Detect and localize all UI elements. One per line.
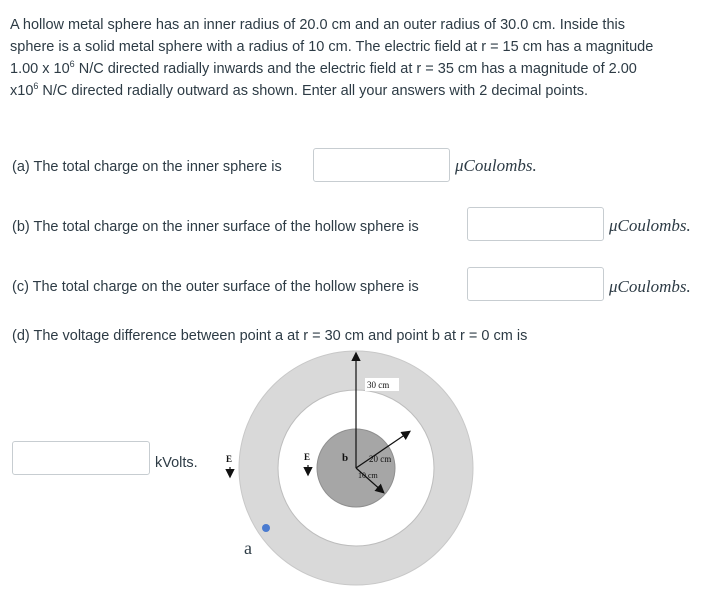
problem-line-2: sphere is a solid metal sphere with a radius of 10 cm. The electric field at r = 15 cm has a magnitude (10, 39, 654, 55)
exponent: 6 (69, 59, 75, 70)
point-a-marker (262, 524, 270, 532)
field-e-outer-label: E (226, 454, 233, 464)
question-d-unit: kVolts. (155, 455, 198, 471)
field-e-inner-label: E (304, 452, 311, 462)
point-b-label: b (342, 452, 349, 464)
problem-line-3: 1.00 x $10^6$ N/C directed radially inwards and the electric field at r = 35 cm has a magnitude of 2.00 (10, 59, 637, 77)
question-a-unit: μCoulombs. (455, 156, 537, 175)
question-a-label: (a) The total charge on the inner sphere is (12, 159, 282, 175)
label-10cm: 10 cm (358, 471, 378, 480)
point-a-label: a (244, 538, 252, 558)
question-c-label: (c) The total charge on the outer surface of the hollow sphere is (12, 279, 419, 295)
problem-line-1: A hollow metal sphere has an inner radius of 20.0 cm and an outer radius of 30.0 cm. Inside this (10, 17, 625, 33)
question-d-label: (d) The voltage difference between point a at r = 30 cm and point b at r = 0 cm is (12, 328, 528, 344)
label-30cm: 30 cm (367, 380, 390, 390)
question-c-unit: μCoulombs. (609, 277, 691, 296)
question-b-unit: μCoulombs. (609, 216, 691, 235)
label-20cm: 20 cm (369, 454, 392, 464)
question-b-label: (b) The total charge on the inner surface of the hollow sphere is (12, 219, 419, 235)
problem-line-4: $x10^6$ N/C directed radially outward as shown. Enter all your answers with 2 decimal points. (10, 81, 589, 99)
exponent: 6 (33, 81, 39, 92)
